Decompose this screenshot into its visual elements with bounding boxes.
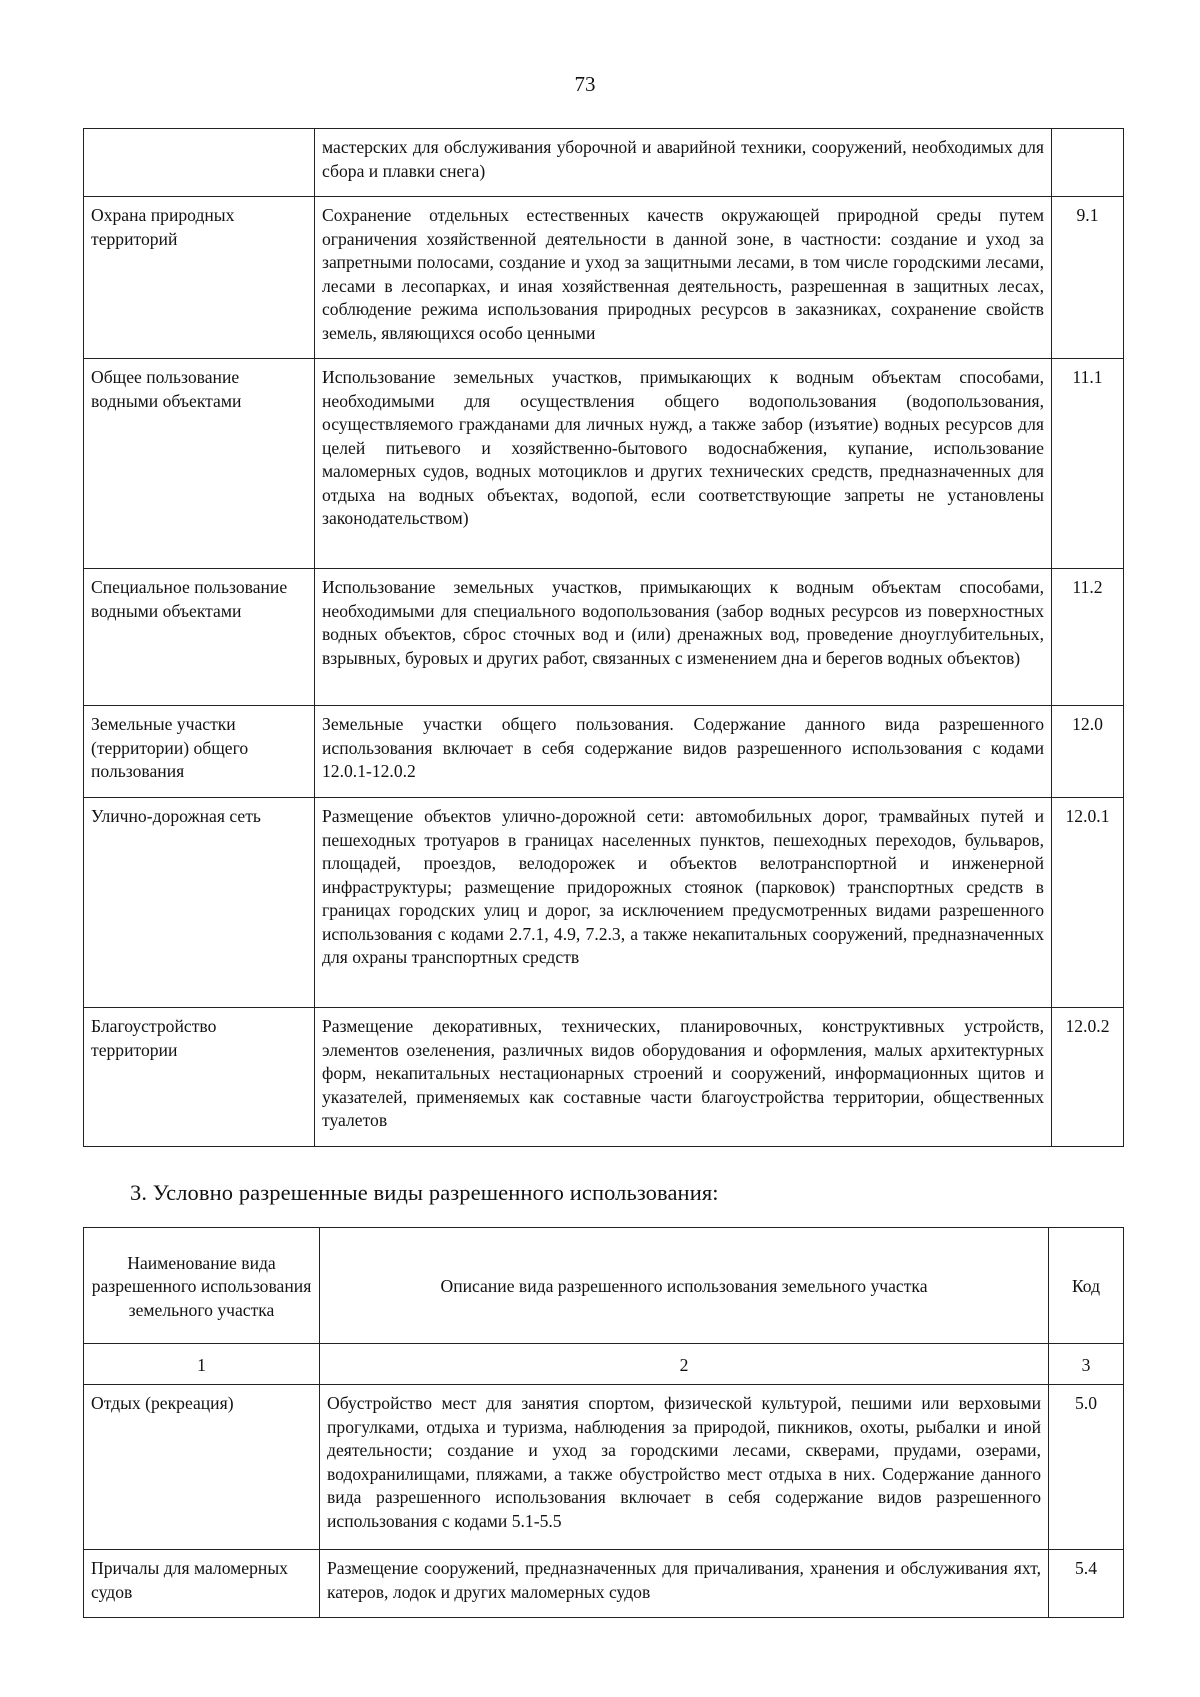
use-description-cell: Размещение сооружений, предназначенных для причаливания, хранения и обслуживания яхт, катеров, лодок и других маломерных судов bbox=[320, 1550, 1049, 1618]
table-row bbox=[84, 197, 1124, 359]
use-name-cell bbox=[84, 129, 315, 197]
use-code-cell: 11.2 bbox=[1052, 569, 1124, 706]
column-header-code: Код bbox=[1049, 1228, 1124, 1344]
use-description-cell: Размещение декоративных, технических, планировочных, конструктивных устройств, элементов озеленения, различных видов оборудования и оформления, малых архитектурных форм, некапитальных нестационарных строений и сооружений, информационных щитов и указателей, применяемых как составные части благоустройства территории, общественных туалетов bbox=[315, 1008, 1052, 1147]
conditional-use-table bbox=[83, 1227, 1124, 1618]
use-description-cell: Использование земельных участков, примыкающих к водным объектам способами, необходимыми для специального водопользования (забор водных ресурсов из поверхностных водных объектов, сброс сточных вод и (или) дренажных вод, проведение дноуглубительных, взрывных, буровых и других работ, связанных с изменением дна и берегов водных объектов) bbox=[315, 569, 1052, 706]
section-heading: 3. Условно разрешенные виды разрешенного использования: bbox=[130, 1180, 719, 1205]
table-row bbox=[84, 1385, 1124, 1550]
use-code-cell: 12.0 bbox=[1052, 706, 1124, 798]
use-name-cell: Причалы для маломерных судов bbox=[84, 1550, 320, 1618]
table-row bbox=[84, 1550, 1124, 1618]
table-row bbox=[84, 129, 1124, 197]
use-description-cell: Земельные участки общего пользования. Содержание данного вида разрешенного использования включает в себя содержание видов разрешенного использования с кодами 12.0.1-12.0.2 bbox=[315, 706, 1052, 798]
column-header-description: Описание вида разрешенного использования земельного участка bbox=[320, 1228, 1049, 1344]
use-description-cell: мастерских для обслуживания уборочной и аварийной техники, сооружений, необходимых для сбора и плавки снега) bbox=[315, 129, 1052, 197]
use-name-cell: Общее пользование водными объектами bbox=[84, 359, 315, 569]
use-code-cell: 11.1 bbox=[1052, 359, 1124, 569]
table-row bbox=[84, 706, 1124, 798]
use-name-cell: Отдых (рекреация) bbox=[84, 1385, 320, 1550]
column-number: 2 bbox=[320, 1344, 1049, 1385]
use-code-cell: 9.1 bbox=[1052, 197, 1124, 359]
table-row bbox=[84, 1008, 1124, 1147]
table-header-row bbox=[84, 1228, 1124, 1344]
page-number: 73 bbox=[574, 72, 596, 96]
use-code-cell bbox=[1052, 129, 1124, 197]
column-number: 1 bbox=[84, 1344, 320, 1385]
use-name-cell: Специальное пользование водными объектами bbox=[84, 569, 315, 706]
use-name-cell: Охрана природных территорий bbox=[84, 197, 315, 359]
table-row bbox=[84, 359, 1124, 569]
use-description-cell: Размещение объектов улично-дорожной сети: автомобильных дорог, трамвайных путей и пешеходных тротуаров в границах населенных пунктов, пешеходных переходов, бульваров, площадей, проездов, велодорожек и объектов велотранспортной и инженерной инфраструктуры; размещение придорожных стоянок (парковок) транспортных средств в границах городских улиц и дорог, за исключением предусмотренных видами разрешенного использования с кодами 2.7.1, 4.9, 7.2.3, а также некапитальных сооружений, предназначенных для охраны транспортных средств bbox=[315, 798, 1052, 1008]
use-description-cell: Обустройство мест для занятия спортом, физической культурой, пешими или верховыми прогулками, отдыха и туризма, наблюдения за природой, пикников, охоты, рыбалки и иной деятельности; создание и уход за городскими лесами, скверами, прудами, озерами, водохранилищами, пляжами, а также обустройство мест отдыха в них. Содержание данного вида разрешенного использования включает в себя содержание видов разрешенного использования с кодами 5.1-5.5 bbox=[320, 1385, 1049, 1550]
land-use-table-continued bbox=[83, 128, 1124, 1147]
use-name-cell: Благоустройство территории bbox=[84, 1008, 315, 1147]
use-code-cell: 5.4 bbox=[1049, 1550, 1124, 1618]
column-number-row bbox=[84, 1344, 1124, 1385]
table-row bbox=[84, 569, 1124, 706]
use-name-cell: Земельные участки (территории) общего пользования bbox=[84, 706, 315, 798]
use-code-cell: 5.0 bbox=[1049, 1385, 1124, 1550]
use-name-cell: Улично-дорожная сеть bbox=[84, 798, 315, 1008]
use-description-cell: Использование земельных участков, примыкающих к водным объектам способами, необходимыми для осуществления общего водопользования (водопользования, осуществляемого гражданами для личных нужд, а также забор (изъятие) водных ресурсов для целей питьевого и хозяйственно-бытового водоснабжения, купание, использование маломерных судов, водных мотоциклов и других технических средств, предназначенных для отдыха на водных объектах, водопой, если соответствующие запреты не установлены законодательством) bbox=[315, 359, 1052, 569]
use-description-cell: Сохранение отдельных естественных качеств окружающей природной среды путем ограничения хозяйственной деятельности в данной зоне, в частности: создание и уход за запретными полосами, создание и уход за защитными лесами, в том числе городскими лесами, лесами в лесопарках, и иная хозяйственная деятельность, разрешенная в защитных лесах, соблюдение режима использования природных ресурсов в заказниках, сохранение свойств земель, являющихся особо ценными bbox=[315, 197, 1052, 359]
use-code-cell: 12.0.1 bbox=[1052, 798, 1124, 1008]
column-header-name: Наименование вида разрешенного использования земельного участка bbox=[84, 1228, 320, 1344]
use-code-cell: 12.0.2 bbox=[1052, 1008, 1124, 1147]
table-row bbox=[84, 798, 1124, 1008]
column-number: 3 bbox=[1049, 1344, 1124, 1385]
